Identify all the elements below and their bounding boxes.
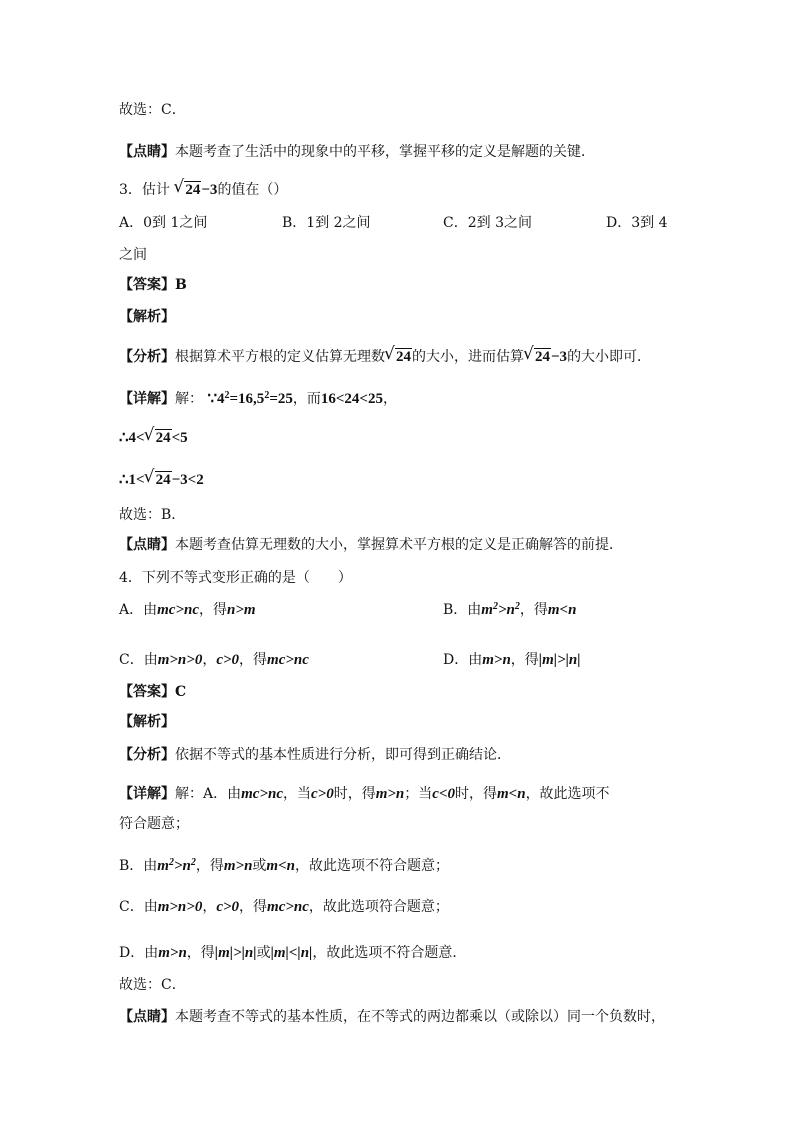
q3-option-a: A．0到 1之间	[119, 215, 208, 231]
question-4: 4．下列不等式变形正确的是（ ）	[119, 570, 352, 586]
q3-detail-ineq: 16<24<25	[320, 391, 383, 407]
q3-step-2: ∴1<√ 24−3<2	[119, 470, 204, 490]
q4-answer: 【答案】C	[119, 684, 187, 700]
q3-option-d: D．3到 4	[606, 215, 668, 231]
q4-detail-c: C．由m>n>0，c>0，得mc>nc，故此选项符合题意；	[119, 899, 449, 915]
select-line-prev: 故选：C．	[119, 102, 186, 118]
q4-detail-a: 【详解】解：A．由mc>nc，当c>0时，得m>n；当c<0时，得m<n，故此选项不	[119, 786, 610, 802]
q3-select: 故选：B．	[119, 507, 186, 523]
dianjing-tag: 【点睛】	[119, 144, 175, 160]
q3-option-c: C．2到 3之间	[443, 215, 532, 231]
fenxi-tag: 【分析】	[119, 747, 175, 763]
q4-option-b: B．由$m^2>n^2$，得m<n	[443, 601, 577, 618]
q3-answer: 【答案】B	[119, 277, 187, 293]
q3-detail: 【详解】解： $\because 4^2=16,5^2=25$，而16<24<25，	[119, 390, 397, 407]
dianjing-text: 本题考查了生活中的现象中的平移，掌握平移的定义是解题的关键．	[175, 144, 595, 160]
q3-expression: √ 24−3	[174, 182, 217, 198]
q3-dianjing: 【点睛】本题考查估算无理数的大小，掌握算术平方根的定义是正确解答的前提．	[119, 537, 623, 553]
q4-detail-b: B．由$m^2>n^2$，得m>n或m<n，故此选项不符合题意；	[119, 857, 449, 874]
q4-analysis-heading: 【解析】	[119, 714, 175, 730]
q3-fenxi: 【分析】根据算术平方根的定义估算无理数√ 24的大小，进而估算√ 24−3的大小即可．	[119, 347, 651, 367]
q3-option-b: B．1到 2之间	[282, 215, 371, 231]
q4-select: 故选：C．	[119, 977, 186, 993]
q3-step-1: ∴4<√ 24<5	[119, 428, 188, 448]
q3-option-d-cont: 之间	[119, 247, 147, 263]
q4-dianjing: 【点睛】本题考查不等式的基本性质，在不等式的两边都乘以（或除以）同一个负数时，	[119, 1009, 665, 1025]
sqrt-24: √ 24	[385, 349, 412, 365]
dianjing-tag: 【点睛】	[119, 537, 175, 553]
q3-analysis-heading: 【解析】	[119, 309, 175, 325]
fenxi-tag: 【分析】	[119, 349, 175, 365]
q4-option-a: A．由mc>nc，得n>m	[119, 602, 256, 618]
detail-tag: 【详解】	[119, 786, 175, 802]
q4-fenxi: 【分析】依据不等式的基本性质进行分析，即可得到正确结论．	[119, 747, 511, 763]
dianjing-tag: 【点睛】	[119, 1009, 175, 1025]
detail-tag: 【详解】	[119, 391, 175, 407]
q3-detail-math: $\because 4^2=16,5^2=25$	[207, 390, 293, 407]
q3-tail: 的值在（）	[217, 182, 288, 198]
q3-number: 3．估计	[119, 182, 170, 198]
q4-option-d: D．由m>n，得|m|>|n|	[443, 652, 581, 668]
q4-option-c: C．由m>n>0，c>0，得mc>nc	[119, 652, 309, 668]
q4-detail-a-cont: 符合题意；	[119, 816, 189, 832]
question-3	[119, 180, 287, 200]
q4-detail-d: D．由m>n，得|m|>|n|或|m|<|n|，故此选项不符合题意．	[119, 945, 467, 961]
dianjing-prev	[119, 142, 595, 162]
sqrt-24-minus-3: √ 24−3	[524, 349, 567, 365]
